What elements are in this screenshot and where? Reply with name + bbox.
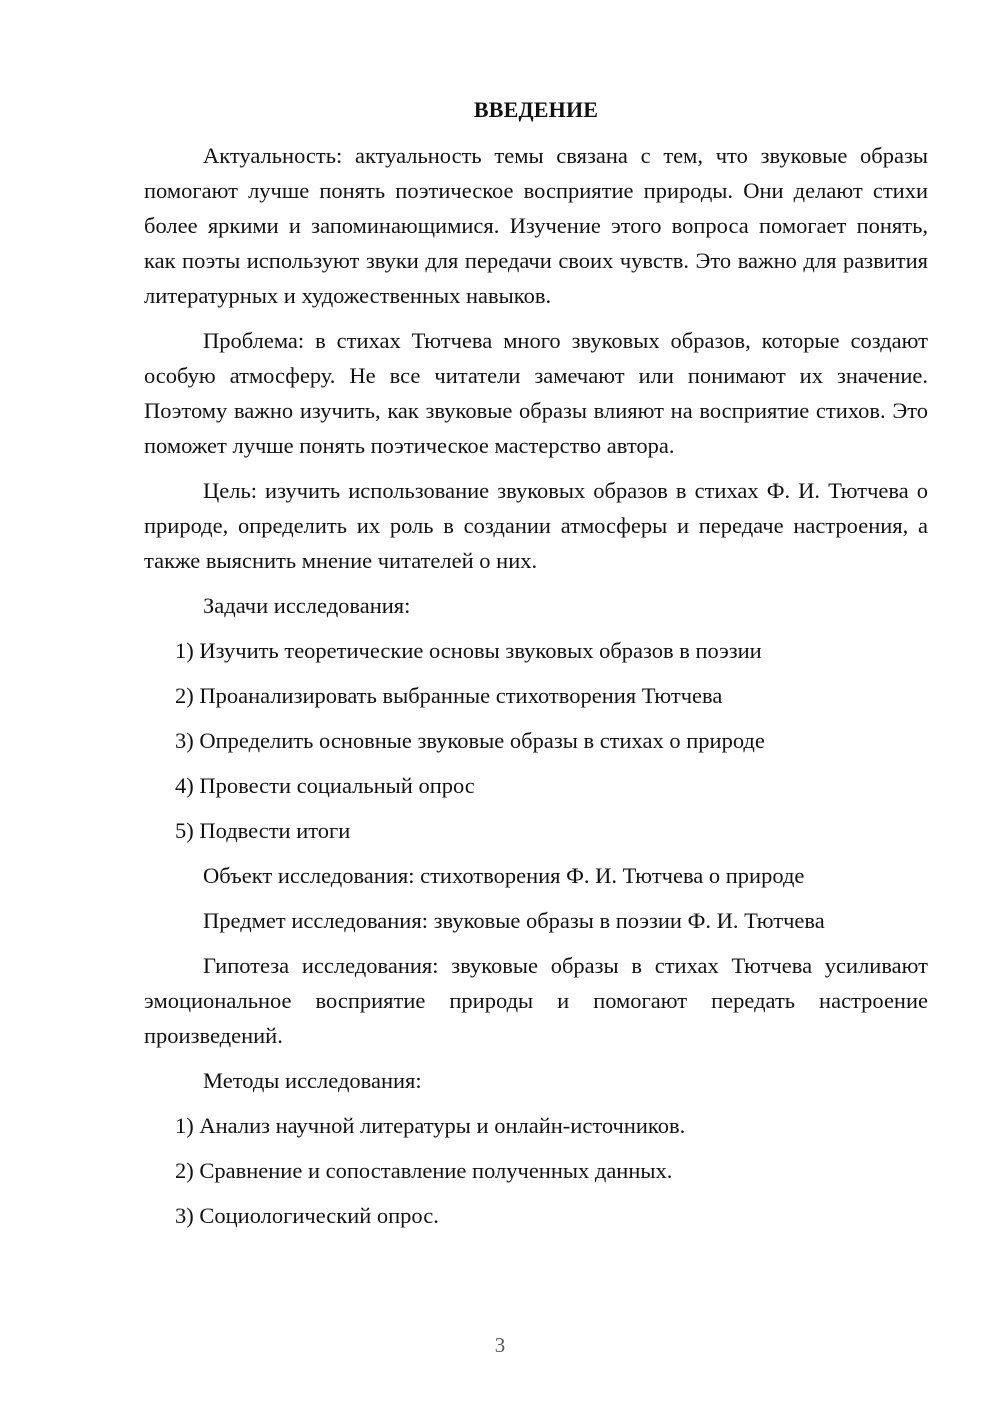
page-content <box>144 92 928 1243</box>
task-item: 3) Определить основные звуковые образы в стихах о природе <box>175 728 765 753</box>
relevance-paragraph: Актуальность: актуальность темы связана с тем, что звуковые образы помогают лучше понять поэтическое восприятие природы. Они делают стихи более яркими и запоминающимися. Изучение этого вопроса помогает понять, как поэты используют звуки для передачи своих чувств. Это важно для развития литературных и художественных навыков. <box>144 143 928 308</box>
goal-paragraph: Цель: изучить использование звуковых образов в стихах Ф. И. Тютчева о природе, определить их роль в создании атмосферы и передаче настроения, а также выяснить мнение читателей о них. <box>144 478 928 573</box>
task-item: 5) Подвести итоги <box>175 818 351 843</box>
task-item: 1) Изучить теоретические основы звуковых образов в поэзии <box>175 638 762 663</box>
method-item: 2) Сравнение и сопоставление полученных данных. <box>175 1158 673 1183</box>
task-item: 4) Провести социальный опрос <box>175 773 475 798</box>
tasks-title: Задачи исследования: <box>203 593 411 618</box>
method-item: 3) Социологический опрос. <box>175 1203 439 1228</box>
problem-paragraph: Проблема: в стихах Тютчева много звуковых образов, которые создают особую атмосферу. Не все читатели замечают или понимают их значение. Поэтому важно изучить, как звуковые образы влияют на восприятие стихов. Это поможет лучше понять поэтическое мастерство автора. <box>144 328 928 458</box>
methods-title: Методы исследования: <box>203 1068 422 1093</box>
hypothesis-paragraph: Гипотеза исследования: звуковые образы в стихах Тютчева усиливают эмоциональное восприятие природы и помогают передать настроение произведений. <box>144 953 928 1048</box>
method-item: 1) Анализ научной литературы и онлайн-источников. <box>175 1113 686 1138</box>
research-subject: Предмет исследования: звуковые образы в поэзии Ф. И. Тютчева <box>203 908 825 933</box>
task-item: 2) Проанализировать выбранные стихотворения Тютчева <box>175 683 723 708</box>
section-heading: ВВЕДЕНИЕ <box>473 97 599 122</box>
research-object: Объект исследования: стихотворения Ф. И. Тютчева о природе <box>203 863 805 888</box>
page-number: 3 <box>494 1333 506 1357</box>
